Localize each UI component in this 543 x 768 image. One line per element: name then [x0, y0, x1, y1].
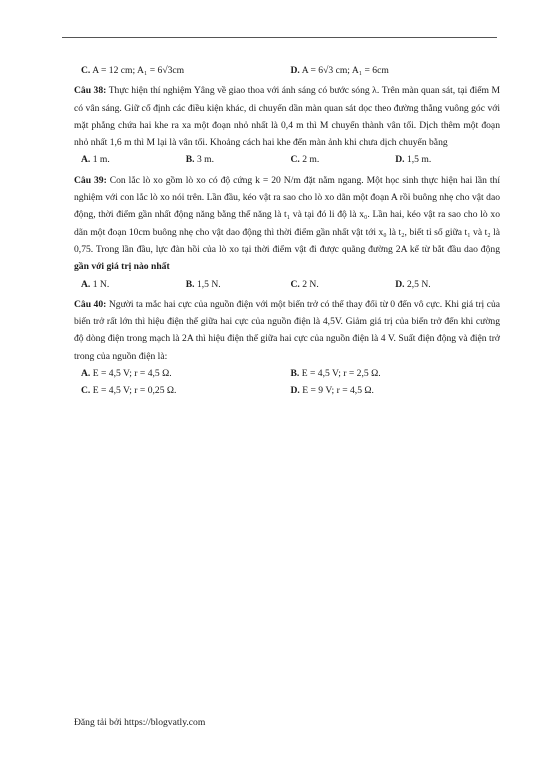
q38-option-d: D. 1,5 m. [395, 154, 432, 166]
q39-option-c: C. 2 N. [290, 278, 319, 290]
question-38 [74, 82, 500, 151]
q40-option-a: A. E = 4,5 V; r = 4,5 Ω. [81, 368, 172, 380]
q37-option-d: D. A = 6√3 cm; A₁ = 6cm [290, 65, 389, 76]
question-number: Câu 40: [74, 298, 107, 310]
q38-option-c: C. 2 m. [290, 154, 320, 166]
q40-option-d: D. E = 9 V; r = 4,5 Ω. [290, 385, 374, 397]
q37-options [74, 62, 500, 79]
q38-option-a: A. 1 m. [81, 154, 110, 166]
question-text: Con lắc lò xo gồm lò xo có độ cứng k = 20 N/m đặt nằm ngang. Một học sinh thực hiện hai lần thí nghiệm với con lắc lò xo nói trên. Lần đầu, kéo vật ra sao cho lò xo dãn một đoạn A rồi buông nhẹ cho vật dao động, thời điểm gần nhất động năng bằng thế năng là t₁ và tại đó li độ là x₀. Lần hai, kéo vật ra sao cho lò xo dãn một đoạn 10cm buông nhẹ cho vật dao động thì thời điểm gần nhất vật tới x₀ là t₂, biết tỉ số giữa t₁ và t₂ là 0,75. Trong lần đầu, lực đàn hồi của lò xo tại thời điểm vật đi được quãng đường 2A kể từ bắt đầu dao động [74, 174, 501, 255]
q39-option-a: A. 1 N. [81, 278, 110, 290]
page-footer: Đăng tải bởi https://blogvatly.com [74, 717, 206, 728]
question-number: Câu 38: [74, 85, 107, 97]
q40-options-row-1 [74, 365, 500, 382]
q40-options-row-2 [74, 382, 500, 399]
q37-option-c: C. A = 12 cm; A₁ = 6√3cm [81, 65, 185, 76]
header-rule [62, 37, 497, 38]
q38-option-b: B. 3 m. [185, 154, 215, 166]
q40-option-b: B. E = 4,5 V; r = 2,5 Ω. [290, 368, 381, 380]
question-40 [74, 296, 500, 365]
question-text: Người ta mắc hai cực của nguồn điện với một biến trở có thể thay đổi từ 0 đến vô cực. Khi giá trị của biến trở rất lớn thì hiệu điện thế giữa hai cực của nguồn điện là 4,5V. Giảm giá trị của biến trở đến khi cường độ dòng điện trong mạch là 2A thì hiệu điện thế giữa hai cực của nguồn điện là 4 V. Suất điện động và điện trở trong của nguồn điện là: [74, 298, 501, 362]
q39-option-b: B. 1,5 N. [185, 278, 221, 290]
question-number: Câu 39: [74, 174, 107, 186]
q39-options [74, 276, 500, 293]
q40-option-c: C. E = 4,5 V; r = 0,25 Ω. [81, 385, 177, 397]
q38-options [74, 151, 500, 168]
page-content [74, 62, 500, 400]
question-39 [74, 172, 500, 276]
question-text: Thực hiện thí nghiệm Yâng về giao thoa với ánh sáng có bước sóng λ. Trên màn quan sát, tại điểm M có vân sáng. Giữ cố định các điều kiện khác, di chuyển dần màn quan sát dọc theo đường thẳng vuông góc với mặt phẳng chứa hai khe ra xa một đoạn nhỏ nhất là 0,4 m thì M chuyển thành vân tối. Dịch thêm một đoạn nhỏ nhất 1,6 m thì M lại là vân tối. Khoảng cách hai khe đến màn ảnh khi chưa dịch chuyển bằng [74, 85, 501, 149]
question-emphasis: gần với giá trị nào nhất [74, 261, 170, 273]
q39-option-d: D. 2,5 N. [395, 278, 431, 290]
